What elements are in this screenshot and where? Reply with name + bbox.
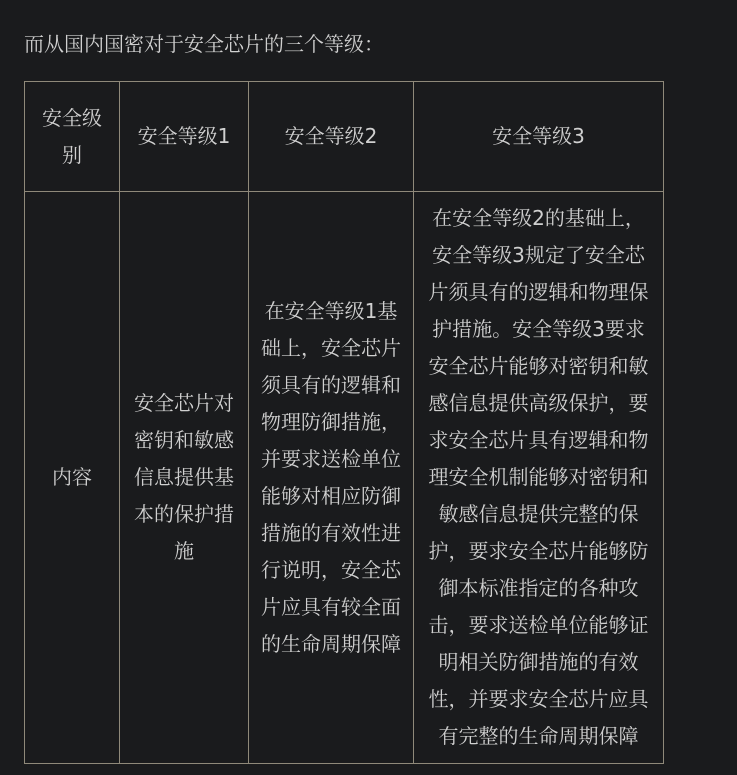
- header-cell-level-2: 安全等级2: [249, 82, 414, 192]
- content-cell-level-3: 在安全等级2的基础上，安全等级3规定了安全芯片须具有的逻辑和物理保护措施。安全等级3要求安全芯片能够对密钥和敏感信息提供高级保护，要求安全芯片具有逻辑和物理安全机制能够对密钥和敏感信息提供完整的保护，要求安全芯片能够防御本标准指定的各种攻击，要求送检单位能够证明相关防御措施的有效性，并要求安全芯片应具有完整的生命周期保障: [414, 192, 664, 764]
- header-cell-level-3: 安全等级3: [414, 82, 664, 192]
- security-levels-table: [24, 81, 664, 764]
- table-row-content: [25, 192, 664, 764]
- header-cell-security-level: 安全级别: [25, 82, 120, 192]
- content-cell-level-1: 安全芯片对密钥和敏感信息提供基本的保护措施: [120, 192, 249, 764]
- header-cell-level-1: 安全等级1: [120, 82, 249, 192]
- table-header-row: [25, 82, 664, 192]
- page-heading: 而从国内国密对于安全芯片的三个等级：: [24, 32, 384, 56]
- content-cell-level-2: 在安全等级1基础上，安全芯片须具有的逻辑和物理防御措施，并要求送检单位能够对相应防御措施的有效性进行说明，安全芯片应具有较全面的生命周期保障: [249, 192, 414, 764]
- row-label-cell: 内容: [25, 192, 120, 764]
